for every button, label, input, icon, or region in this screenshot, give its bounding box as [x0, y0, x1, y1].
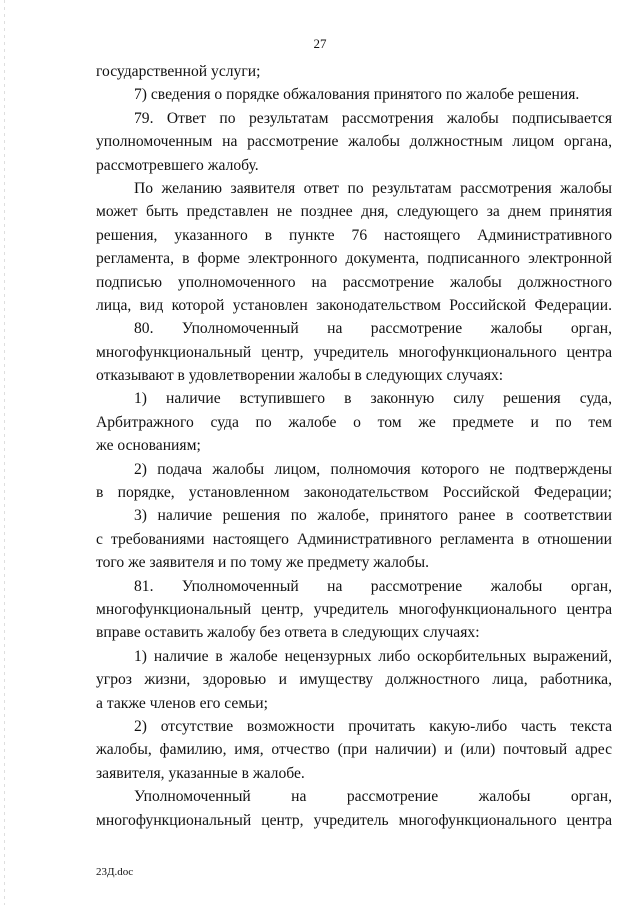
text-line: 2) подача жалобы лицом, полномочия которого не подтверждены [134, 460, 612, 478]
text-line: заявителя, указанные в жалобе. [96, 764, 305, 782]
text-line: 1) наличие в жалобе нецензурных либо оскорбительных выражений, [134, 647, 612, 665]
text-line: решения, указанного в пункте 76 настоящего Административного [96, 226, 612, 244]
text-line: а также членов его семьи; [96, 694, 268, 712]
scan-edge-marks [4, 0, 5, 905]
text-line: 7) сведения о порядке обжалования принятого по жалобе решения. [134, 86, 580, 104]
text-line: государственной услуги; [96, 63, 261, 80]
text-line: рассмотревшего жалобу. [96, 156, 259, 174]
text-line: жалобы, фамилию, имя, отчество (при наличии) и (или) почтовый адрес [96, 741, 612, 759]
text-line: 80. Уполномоченный на рассмотрение жалобы орган, [134, 320, 612, 338]
footer-filename: 23Д.doc [96, 866, 134, 878]
text-line: многофункциональный центр, учредитель многофункционального центра [96, 811, 612, 829]
text-line: лица, вид которой установлен законодательством Российской Федерации. [96, 296, 612, 314]
text-line: 1) наличие вступившего в законную силу решения суда, [134, 390, 612, 408]
text-line: угроз жизни, здоровью и имуществу должностного лица, работника, [96, 671, 612, 689]
text-line: 79. Ответ по результатам рассмотрения жалобы подписывается [134, 109, 612, 127]
text-line: регламента, в форме электронного документа, подписанного электронной [96, 250, 612, 268]
text-line: вправе оставить жалобу без ответа в следующих случаях: [96, 624, 480, 642]
text-line: 2) отсутствие возможности прочитать какую-либо часть текста [134, 717, 612, 735]
text-line: Уполномоченный на рассмотрение жалобы орган, [134, 788, 612, 806]
text-line: 81. Уполномоченный на рассмотрение жалобы орган, [134, 577, 612, 595]
text-line: того же заявителя и по тому же предмету жалобы. [96, 554, 429, 572]
document-body [96, 60, 612, 832]
text-line: Арбитражного суда по жалобе о том же предмете и по тем [96, 413, 612, 431]
text-line: По желанию заявителя ответ по результатам рассмотрения жалобы [134, 179, 612, 197]
text-line: многофункциональный центр, учредитель многофункционального центра [96, 343, 612, 361]
page-number: 27 [313, 36, 327, 51]
text-line: уполномоченным на рассмотрение жалобы должностным лицом органа, [96, 133, 612, 151]
text-line: многофункциональный центр, учредитель многофункционального центра [96, 600, 612, 618]
text-line: отказывают в удовлетворении жалобы в следующих случаях: [96, 367, 504, 385]
text-line: с требованиями настоящего Административного регламента в отношении [96, 530, 612, 548]
text-line: 3) наличие решения по жалобе, принятого ранее в соответствии [134, 507, 612, 525]
text-line: же основаниям; [96, 437, 201, 455]
text-line: в порядке, установленном законодательством Российской Федерации; [96, 484, 612, 502]
text-line: подписью уполномоченного на рассмотрение жалобы должностного [96, 273, 612, 291]
text-line: может быть представлен не позднее дня, следующего за днем принятия [96, 203, 612, 221]
